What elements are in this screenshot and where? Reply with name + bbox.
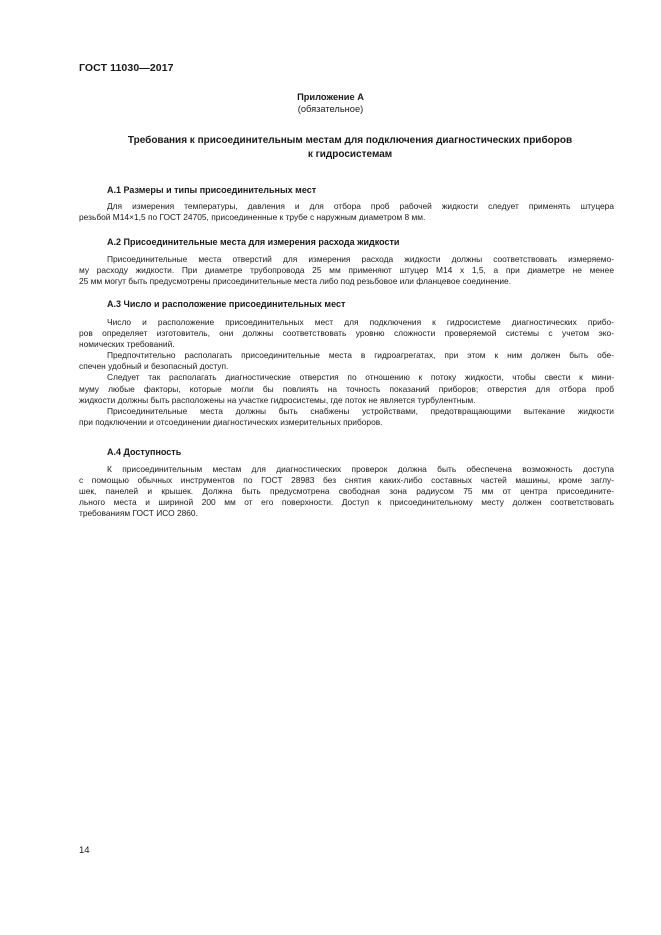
paragraph-line: жидкости должны быть расположены на участке гидросистемы, где поток не является турбулентным. (79, 394, 476, 405)
main-title (90, 134, 610, 162)
annex-title: Приложение А (297, 92, 364, 102)
paragraph-line: К присоединительным местам для диагностических проверок должна быть обеспечена возможность доступа (107, 464, 614, 474)
paragraph-line: 25 мм могут быть предусмотрены присоединительные места либо под резьбовое или фланцевое соединение. (79, 276, 512, 287)
paragraph-line: с помощью обычных инструментов по ГОСТ 28983 без снятия каких-либо составных частей машины, кроме заглу- (79, 475, 614, 486)
main-title-line-1: Требования к присоединительным местам для подключения диагностических приборов (127, 135, 573, 146)
paragraph-line: резьбой М14×1,5 по ГОСТ 24705, присоединенные к трубе с наружным диаметром 8 мм. (79, 212, 426, 223)
paragraph-line: Число и расположение присоединительных мест для подключения к гидросистеме диагностических прибо- (107, 317, 614, 327)
paragraph-line: спечен удобный и безопасный доступ. (79, 361, 229, 372)
document-code: ГОСТ 11030—2017 (79, 62, 174, 74)
paragraph-line: номических требований. (79, 339, 175, 350)
section-heading-a3: А.3 Число и расположение присоединительных мест (107, 299, 346, 309)
section-a1-body (79, 201, 614, 223)
paragraph-line: Присоединительные места отверстий для измерения расхода жидкости должны соответствовать измеряемо- (107, 254, 614, 264)
main-title-line-2: к гидросистемам (307, 149, 393, 160)
paragraph-line: при подключении и отсоединении диагностических измерительных приборов. (79, 416, 383, 427)
page-number: 14 (79, 845, 90, 856)
paragraph-line: ров определяет изготовитель, они должны соответствовать уровню сложности проверяемой системы с учетом эко- (79, 328, 614, 339)
paragraph-line: му расходу жидкости. При диаметре трубопровода 25 мм применяют штуцер М14 х 1,5, а при диаметре не менее (79, 265, 614, 276)
section-a2-body (79, 254, 614, 287)
annex-status: (обязательное) (297, 104, 364, 114)
paragraph-line: Следует так располагать диагностические отверстия по отношению к потоку жидкости, чтобы свести к мини- (107, 372, 614, 383)
paragraph-line: льного места и шириной 200 мм от его поверхности. Доступ к присоединительному месту должен соответствовать (79, 497, 614, 508)
paragraph-line: Предпочтительно располагать присоединительные места в гидроагрегатах, при этом к ним должен быть обе- (107, 350, 614, 361)
section-heading-a2: А.2 Присоединительные места для измерения расхода жидкости (107, 237, 400, 247)
section-heading-a1: А.1 Размеры и типы присоединительных мест (107, 185, 317, 195)
paragraph-line: Для измерения температуры, давления и для отбора проб рабочей жидкости следует применять штуцера (107, 201, 614, 211)
paragraph-line: муму любые факторы, которые могли бы повлиять на точность показаний приборов; отверстия для отбора проб (79, 383, 614, 394)
section-a4-body (79, 464, 614, 519)
section-heading-a4: А.4 Доступность (107, 447, 182, 457)
paragraph-line: шек, панелей и крышек. Должна быть предусмотрена свободная зона радиусом 75 мм от центра присоедините- (79, 486, 614, 497)
paragraph-line: требованиям ГОСТ ИСО 2860. (79, 508, 198, 519)
paragraph-line: Присоединительные места должны быть снабжены устройствами, предотвращающими вытекание жидкости (107, 405, 614, 416)
section-a3-body (79, 317, 614, 428)
